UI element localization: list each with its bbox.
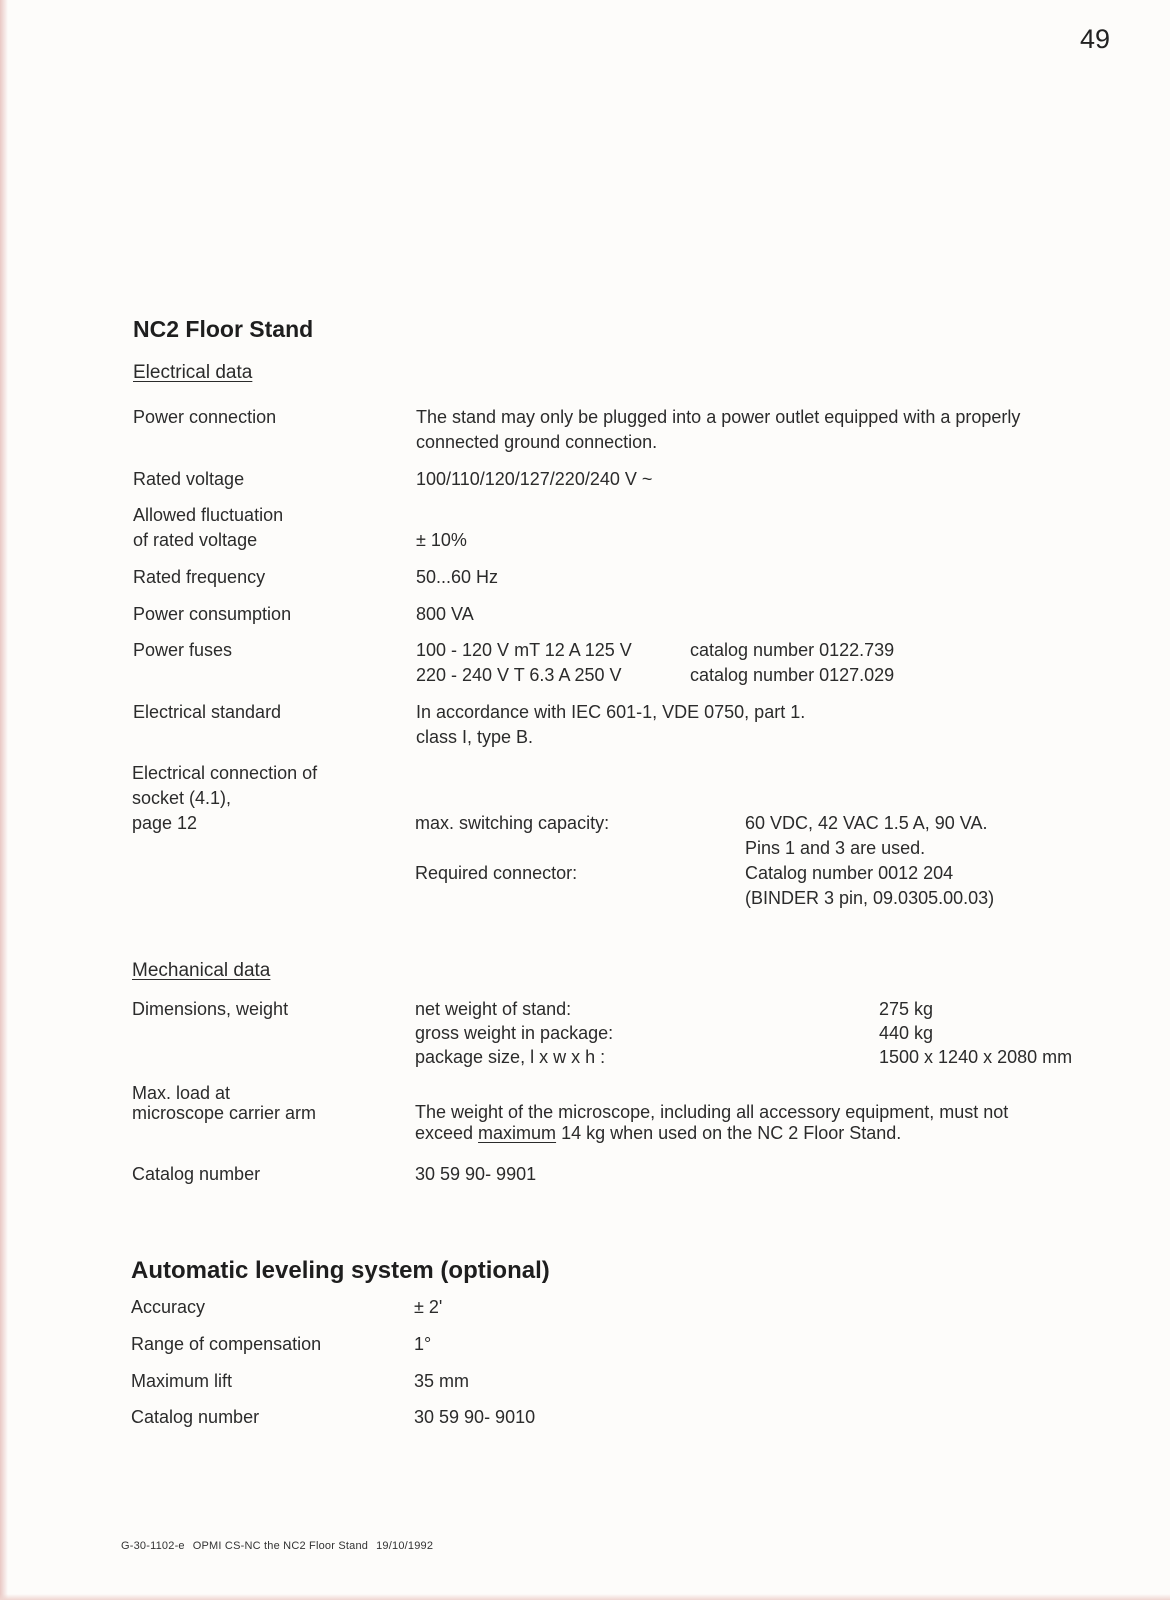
leveling-catalog-label: Catalog number bbox=[131, 1407, 260, 1427]
rated-voltage-label: Rated voltage bbox=[133, 469, 245, 489]
dimension-name: package size, l x w x h : bbox=[415, 1047, 606, 1067]
power-connection-value-1: The stand may only be plugged into a power outlet equipped with a properly bbox=[416, 407, 1021, 427]
page-bottom-edge bbox=[0, 1594, 1170, 1600]
socket-label-1: Electrical connection of bbox=[132, 763, 318, 783]
fuse-spec: 220 - 240 V T 6.3 A 250 V bbox=[416, 665, 622, 685]
power-fuses-label: Power fuses bbox=[133, 640, 233, 660]
rated-frequency-value: 50...60 Hz bbox=[416, 567, 499, 587]
max-load-label-1: Max. load at bbox=[132, 1083, 231, 1103]
max-load-label-2: microscope carrier arm bbox=[132, 1103, 317, 1123]
electrical-standard-value-2: class I, type B. bbox=[416, 727, 534, 747]
required-connector-label: Required connector: bbox=[415, 863, 578, 883]
footer-doc-title: OPMI CS-NC the NC2 Floor Stand bbox=[192, 1540, 369, 1552]
dimension-name: net weight of stand: bbox=[415, 999, 572, 1019]
electrical-standard-value-1: In accordance with IEC 601-1, VDE 0750, part 1. bbox=[416, 702, 806, 722]
max-lift-value: 35 mm bbox=[414, 1371, 470, 1391]
required-connector-value-2: (BINDER 3 pin, 09.0305.00.03) bbox=[745, 888, 995, 908]
electrical-data-heading: Electrical data bbox=[133, 362, 253, 383]
required-connector-value-1: Catalog number 0012 204 bbox=[745, 863, 954, 883]
footer-doc-id: G-30-1102-e bbox=[121, 1540, 185, 1552]
section-title-nc2: NC2 Floor Stand bbox=[133, 316, 314, 342]
power-consumption-label: Power consumption bbox=[133, 604, 292, 624]
switching-capacity-value-1: 60 VDC, 42 VAC 1.5 A, 90 VA. bbox=[745, 813, 988, 833]
max-load-value-pre: exceed bbox=[415, 1123, 479, 1143]
rated-frequency-label: Rated frequency bbox=[133, 567, 266, 587]
socket-label-2: socket (4.1), bbox=[132, 788, 232, 808]
max-lift-label: Maximum lift bbox=[131, 1371, 233, 1391]
fluctuation-label-1: Allowed fluctuation bbox=[133, 505, 284, 525]
rated-voltage-value: 100/110/120/127/220/240 V ~ bbox=[416, 469, 653, 489]
catalog-number-label: Catalog number bbox=[132, 1164, 261, 1184]
binding-edge bbox=[0, 0, 8, 1600]
electrical-standard-label: Electrical standard bbox=[133, 702, 282, 722]
footer-date: 19/10/1992 bbox=[376, 1540, 434, 1552]
range-label: Range of compensation bbox=[131, 1334, 322, 1354]
catalog-number-value: 30 59 90- 9901 bbox=[415, 1164, 537, 1184]
fuse-catalog: catalog number 0127.029 bbox=[690, 665, 895, 685]
dimension-name: gross weight in package: bbox=[415, 1023, 614, 1043]
switching-capacity-label: max. switching capacity: bbox=[415, 813, 610, 833]
document-footer bbox=[121, 1540, 433, 1552]
fuse-spec: 100 - 120 V mT 12 A 125 V bbox=[416, 640, 632, 660]
dimensions-label: Dimensions, weight bbox=[132, 999, 289, 1019]
mechanical-data-heading: Mechanical data bbox=[132, 960, 271, 981]
power-consumption-value: 800 VA bbox=[416, 604, 474, 624]
range-value: 1° bbox=[414, 1334, 432, 1354]
max-load-value-post: 14 kg when used on the NC 2 Floor Stand. bbox=[556, 1123, 902, 1143]
dimension-value: 1500 x 1240 x 2080 mm bbox=[879, 1047, 1073, 1067]
switching-capacity-value-2: Pins 1 and 3 are used. bbox=[745, 838, 926, 858]
max-load-value-2 bbox=[415, 1121, 901, 1146]
section-title-leveling: Automatic leveling system (optional) bbox=[131, 1257, 550, 1284]
power-connection-label: Power connection bbox=[133, 407, 277, 427]
accuracy-value: ± 2' bbox=[414, 1297, 443, 1317]
leveling-catalog-value: 30 59 90- 9010 bbox=[414, 1407, 536, 1427]
max-load-value-1: The weight of the microscope, including all accessory equipment, must not bbox=[415, 1102, 1009, 1122]
accuracy-label: Accuracy bbox=[131, 1297, 206, 1317]
power-connection-value-2: connected ground connection. bbox=[416, 432, 658, 452]
fuse-catalog: catalog number 0122.739 bbox=[690, 640, 895, 660]
dimension-value: 275 kg bbox=[879, 999, 934, 1019]
fluctuation-label-2: of rated voltage bbox=[133, 530, 258, 550]
page-number: 49 bbox=[1080, 24, 1111, 54]
dimension-value: 440 kg bbox=[879, 1023, 934, 1043]
fluctuation-value: ± 10% bbox=[416, 530, 467, 550]
max-load-value-underlined: maximum bbox=[478, 1123, 557, 1143]
socket-label-3: page 12 bbox=[132, 813, 198, 833]
